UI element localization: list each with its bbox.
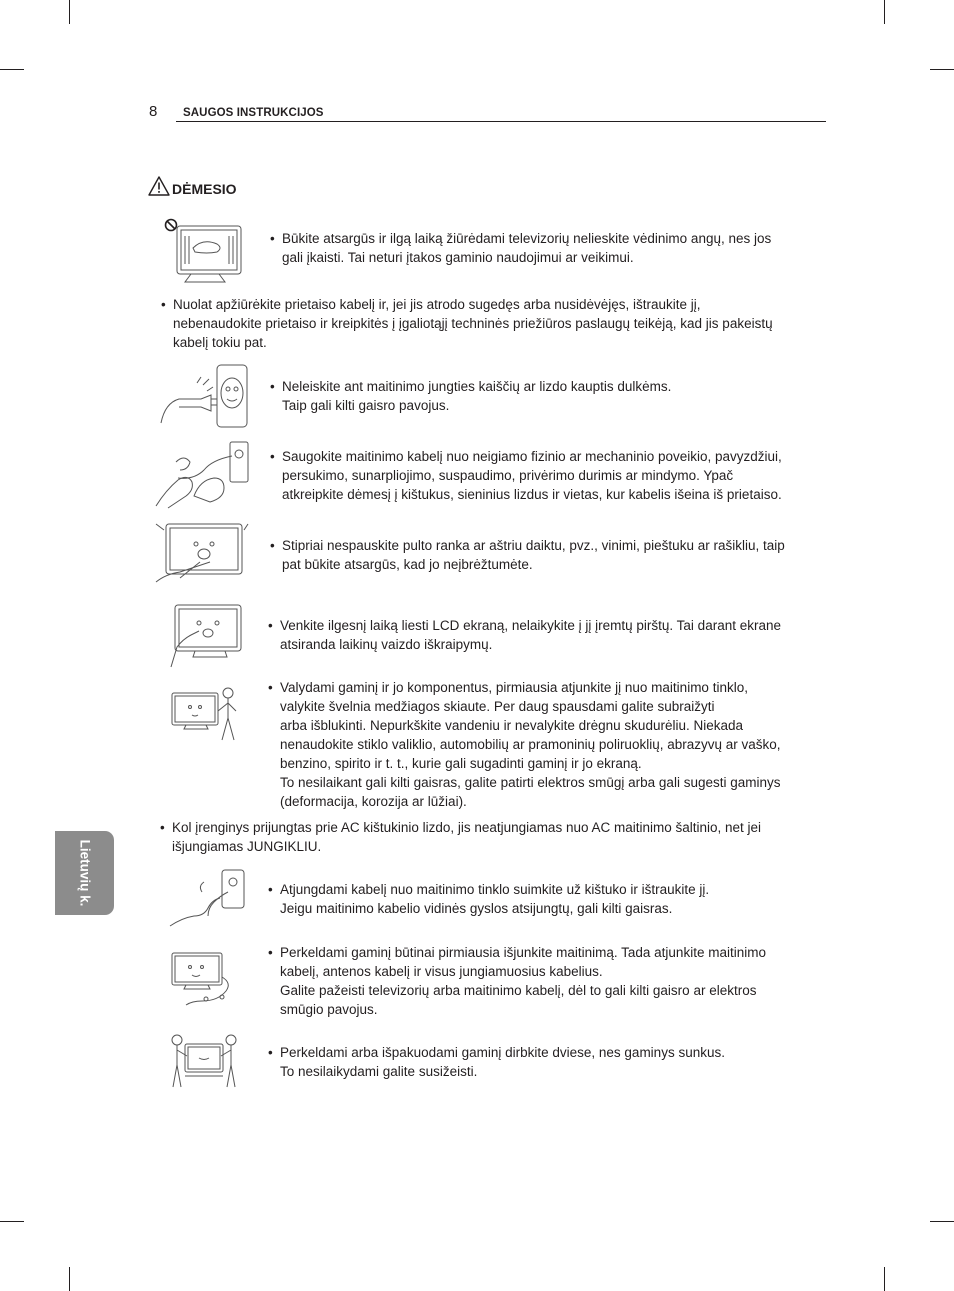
finger-lcd-illustration [165,601,245,669]
caution-item-vents: • Būkite atsargūs ir ilgą laiką žiūrėdami televizorių nelieskite vėdinimo angų, nes jos gali įkaisti. Tai neturi įtakos gaminio naudojimui ar veikimui. [270,231,772,265]
bullet: • [270,538,275,553]
crop-mark [884,1267,885,1291]
crop-mark [930,1221,954,1222]
cleaning-tv-illustration [168,683,240,745]
caution-item-ac-power: • Kol įrenginys prijungtas prie AC kištukinio lizdo, jis neatjungiamas nuo AC maitinimo šaltinio, net jei išjungiamas JUNGIKLIU. [160,820,762,854]
header-divider [176,121,826,122]
caution-item-cable-protection: • Saugokite maitinimo kabelį nuo neigiamo fizinio ar mechaninio poveikio, pavyzdžiui, persukimo, sunarpliojimo, suspaudimo, privėrimo durimis ar mindymo. Ypač atkreipkite dėmesį į kištukus, sieninius lizdus ir vietas, kur kabelis išeina iš prietaiso. [270,449,782,502]
caution-item-lcd-touch: • Venkite ilgesnį laiką liesti LCD ekraną, nelaikykite į jį įremtų pirštų. Tai darant ekrane atsiranda laikinų vaizdo iškraipymų. [268,618,781,652]
section-title: SAUGOS INSTRUKCIJOS [183,107,324,119]
disconnect-cables-illustration [166,947,242,1009]
unplug-by-plug-illustration [166,868,246,930]
sharp-object-screen-illustration [154,520,250,586]
bullet: • [268,945,273,960]
crop-mark [69,1267,70,1291]
hot-tv-vent-illustration [163,218,245,284]
bullet: • [160,820,165,835]
caution-item-cleaning: • Valydami gaminį ir jo komponentus, pirmiausia atjunkite jį nuo maitinimo tinklo, valykite švelnia medžiagos skiaute. Per daug spausdami galite subraižyti arba išblukinti. Nepurkškite vandeniu ir nevalykite drėgnu skudurėliu. Niekada nenaudokite stiklo valiklio, automobilių ar pramoninių poliruoklių, abrazyvų ar vaško, benzino, spirito ir t. t., kurie gali sugadinti gaminį ir jo ekraną. To nesilaikant gali kilti gaisras, galite patirti elektros smūgį arba gali sugesti gaminys (deformacija, korozija ar lūžiai). [268,680,781,809]
crop-mark [930,69,954,70]
crop-mark [0,1221,24,1222]
caution-item-sharp-objects: • Stipriai nespauskite pulto ranka ar aštriu daiktu, pvz., vinimi, pieštuku ar rašikliu, taip pat būkite atsargūs, kad jo neįbrėžtumėte. [270,538,785,572]
bullet: • [270,379,275,394]
dusty-plug-illustration [157,363,249,429]
bullet: • [268,618,273,633]
warning-triangle-icon [148,176,170,196]
caution-item-two-people: • Perkeldami arba išpakuodami gaminį dirbkite dviese, nes gaminys sunkus. To nesilaikydami galite susižeisti. [268,1045,725,1079]
bullet: • [270,449,275,464]
bullet: • [270,231,275,246]
caution-item-moving: • Perkeldami gaminį būtinai pirmiausia išjunkite maitinimą. Tada atjunkite maitinimo kabelį, antenos kabelį ir visus jungiamuosius kabelius. Galite pažeisti televizorių arba maitinimo kabelį, dėl to gali kilti gaisro ar elektros smūgio pavojus. [268,945,766,1017]
caution-item-unplug: • Atjungdami kabelį nuo maitinimo tinklo suimkite už kištuko ir ištraukite jį. Jeigu maitinimo kabelio vidinės gyslos atsijungtų, gali kilti gaisras. [268,882,710,916]
caution-item-dust: • Neleiskite ant maitinimo jungties kaiščių ar lizdo kauptis dulkėms. Taip gali kilti gaisro pavojus. [270,379,672,413]
bullet: • [161,297,166,312]
cable-damage-illustration [154,440,250,512]
caution-item-cable-inspection: • Nuolat apžiūrėkite prietaiso kabelį ir, jei jis atrodo sugedęs arba nusidėvėjęs, ištraukite jį, nebenaudokite prietaiso ir kreipkitės į įgaliotąjį techninės priežiūros paslaugų teikėją, kad jis pakeistų kabelį tokiu pat. [161,297,773,350]
bullet: • [268,1045,273,1060]
bullet: • [268,882,273,897]
page-number: 8 [149,103,158,120]
language-tab [55,831,114,915]
crop-mark [69,0,70,24]
crop-mark [884,0,885,24]
language-tab-label: Lietuvių k. [77,839,92,907]
caution-heading: DĖMESIO [172,181,237,197]
bullet: • [268,680,273,695]
two-people-carry-illustration [169,1032,239,1090]
crop-mark [0,69,24,70]
